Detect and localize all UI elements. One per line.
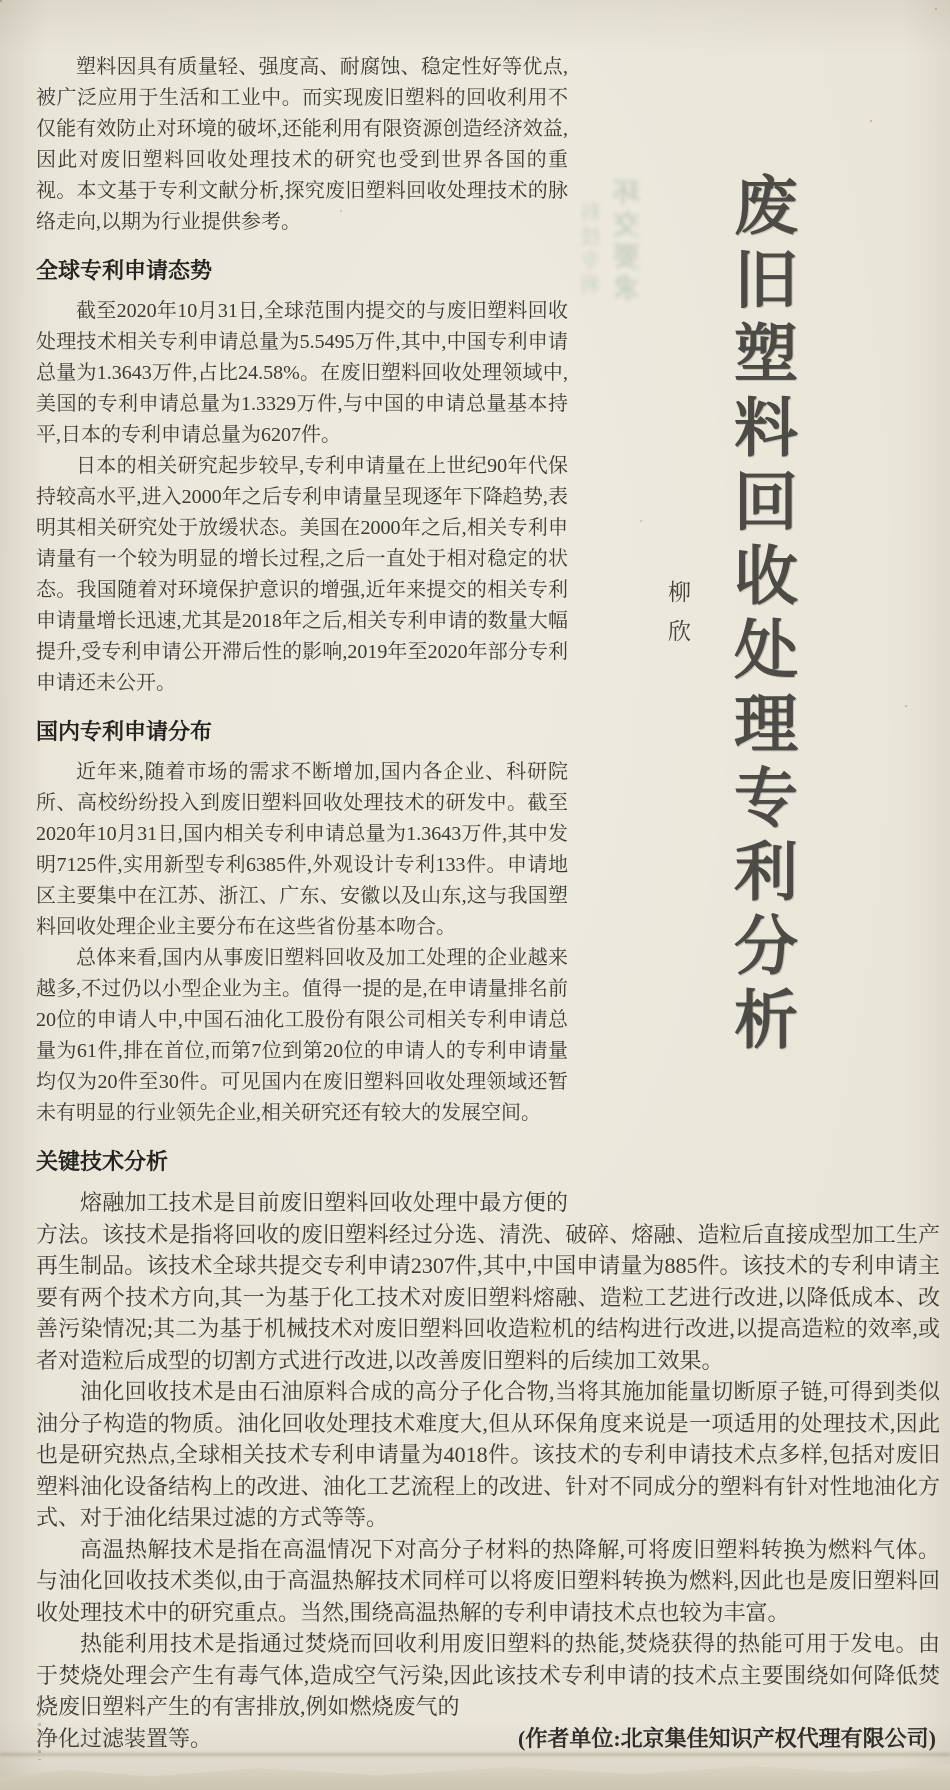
paper-speckles xyxy=(0,0,2,2)
paragraph: 截至2020年10月31日,全球范围内提交的与废旧塑料回收处理技术相关专利申请总量为5.5495万件,其中,中国专利申请总量为1.3643万件,占比24.58%。在废旧塑料回收处理领域中,美国的专利申请总量为1.3329万件,与中国的申请总量基本持平,日本的专利申请总量为6207件。 xyxy=(36,300,568,446)
paragraph: 总体来看,国内从事废旧塑料回收及加工处理的企业越来越多,不过仍以小型企业为主。值得一提的是,在申请量排名前20位的申请人中,中国石油化工股份有限公司相关专利申请总量为61件,排在首位,而第7位到第20位的申请人的专利申请量均仅为20件至30件。可见国内在废旧塑料回收处理领域还暂未有明显的行业领先企业,相关研究还有较大的发展空间。 xyxy=(36,947,568,1124)
article-author: 柳欣 xyxy=(665,580,690,658)
author-affiliation-byline: (作者单位:北京集佳知识产权代理有限公司) xyxy=(518,1725,936,1751)
paragraph: 高温热解技术是指在高温情况下对高分子材料的热降解,可将废旧塑料转换为燃料气体。与油化回收技术类似,由于高温热解技术同样可以将废旧塑料转换为燃料,因此也是废旧塑料回收处理技术中的研究重点。当然,围绕高温热解的专利申请技术点也较为丰富。 xyxy=(36,1536,940,1625)
vertical-title-block xyxy=(568,52,940,1202)
paper-crease-line xyxy=(0,1753,950,1756)
closing-row xyxy=(36,1723,940,1755)
closing-text: 净化过滤装置等。 xyxy=(36,1725,213,1751)
paragraph: 热能利用技术是指通过焚烧而回收利用废旧塑料的热能,焚烧获得的热能可用于发电。由于焚烧处理会产生有毒气体,造成空气污染,因此该技术专利申请的技术点主要围绕如何降低焚烧废旧塑料产生的有害排放,例如燃烧废气的 xyxy=(36,1631,940,1719)
section-key-technologies xyxy=(36,1147,940,1754)
section-heading: 关键技术分析 xyxy=(36,1149,169,1174)
paragraph: 近年来,随着市场的需求不断增加,国内各企业、科研院所、高校纷纷投入到废旧塑料回收处理技术的研发中。截至2020年10月31日,国内相关专利申请总量为1.3643万件,其中发明7125件,实用新型专利6385件,外观设计专利133件。申请地区主要集中在江苏、浙江、广东、安徽以及山东,这与我国塑料回收处理企业主要分布在这些省份基本吻合。 xyxy=(36,761,568,938)
paragraph: 油化回收技术是由石油原料合成的高分子化合物,当将其施加能量切断原子链,可得到类似油分子构造的物质。油化回收处理技术难度大,但从环保角度来说是一项适用的处理技术,因此也是研究热点,全球相关技术专利申请量为4018件。该技术的专利申请技术点多样,包括对废旧塑料油化设备结构上的改进、油化工艺流程上的改进、针对不同成分的塑料有针对性地油化方式、对于油化结果过滤的方式等等。 xyxy=(36,1379,940,1530)
section-heading: 国内专利申请分布 xyxy=(36,719,213,744)
show-through-text: 环交要求 xyxy=(614,178,644,306)
show-through-text: 科技专利 xyxy=(582,202,604,298)
paragraph: 日本的相关研究起步较早,专利申请量在上世纪90年代保持较高水平,进入2000年之后专利申请量呈现逐年下降趋势,表明其相关研究处于放缓状态。美国在2000年之后,相关专利申请量有一个较为明显的增长过程,之后一直处于相对稳定的状态。我国随着对环境保护意识的增强,近年来提交的相关专利申请量增长迅速,尤其是2018年之后,相关专利申请的数量大幅提升,受专利申请公开滞后性的影响,2019年至2020年部分专利申请还未公开。 xyxy=(36,455,568,694)
section-heading: 全球专利申请态势 xyxy=(36,258,213,283)
article-content xyxy=(36,52,940,1754)
article-title: 废旧塑料回收处理专利分析 xyxy=(725,172,796,1060)
torn-paper-bottom-edge xyxy=(0,1762,950,1790)
intro-paragraph: 塑料因具有质量轻、强度高、耐腐蚀、稳定性好等优点,被广泛应用于生活和工业中。而实现废旧塑料的回收利用不仅能有效防止对环境的破坏,还能利用有限资源创造经济效益,因此对废旧塑料回收处理技术的研究也受到世界各国的重视。本文基于专利文献分析,探究废旧塑料回收处理技术的脉络走向,以期为行业提供参考。 xyxy=(36,56,568,233)
left-edge-perforation-dots xyxy=(38,1696,41,1760)
paragraph: 熔融加工技术是目前废旧塑料回收处理中最方便的方法。该技术是指将回收的废旧塑料经过分选、清洗、破碎、熔融、造粒后直接成型加工生产再生制品。该技术全球共提交专利申请2307件,其中,中国申请量为885件。该技术的专利申请主要有两个技术方向,其一为基于化工技术对废旧塑料熔融、造粒工艺进行改进,以降低成本、改善污染情况;其二为基于机械技术对废旧塑料回收造粒机的结构进行改进,以提高造粒的效率,或者对造粒后成型的切割方式进行改进,以改善废旧塑料的后续加工效果。 xyxy=(36,1190,940,1373)
